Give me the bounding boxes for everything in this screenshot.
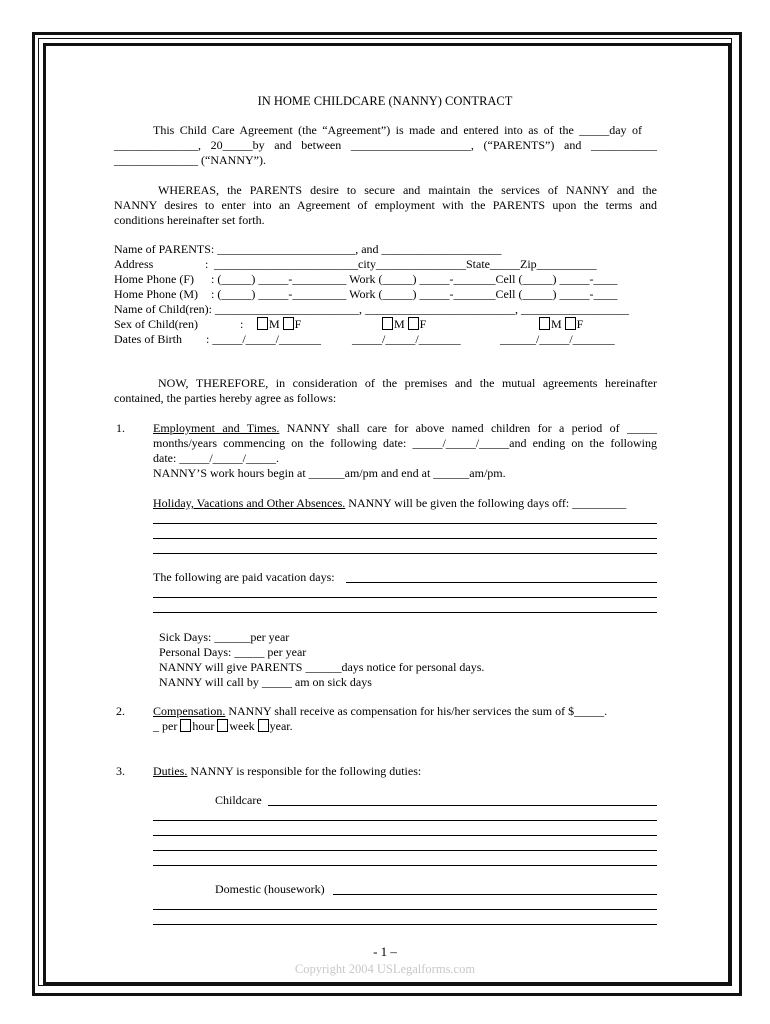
parents-field[interactable]: Name of PARENTS: _______________________, and ____________________	[114, 242, 502, 256]
home-phone-f-field[interactable]: : (_____) _____-_________ Work (_____) _____-_______Cell (_____) _____-____	[211, 272, 618, 286]
paid-vacation-label: The following are paid vacation days:	[153, 570, 335, 584]
paid-vacation-blank[interactable]	[346, 582, 657, 583]
checkbox-icon[interactable]	[539, 317, 550, 330]
whereas-line-3: conditions hereinafter set forth.	[114, 213, 265, 227]
childcare-label: Childcare	[215, 793, 262, 807]
blank-line[interactable]	[153, 523, 657, 524]
section-1-number: 1.	[116, 421, 125, 435]
dob-label: Dates of Birth	[114, 332, 182, 346]
section-1-line-2: months/years commencing on the following date: _____/_____/_____and ending on the following	[153, 436, 657, 450]
children-names-field[interactable]: Name of Child(ren): ________________________, _________________________, __________________	[114, 302, 629, 316]
section-1-heading: Employment and Times.	[153, 421, 280, 435]
domestic-label: Domestic (housework)	[215, 882, 325, 896]
checkbox-icon[interactable]	[283, 317, 294, 330]
section-2-number: 2.	[116, 704, 125, 718]
personal-days: Personal Days: _____ per year	[159, 645, 307, 659]
dob-child-2[interactable]: _____/_____/_______	[352, 332, 461, 346]
checkbox-icon[interactable]	[217, 719, 228, 732]
holiday-line: Holiday, Vacations and Other Absences. NANNY will be given the following days off: _________	[153, 496, 627, 510]
sick-days: Sick Days: ______per year	[159, 630, 290, 644]
section-2-heading: Compensation.	[153, 704, 226, 718]
holiday-heading: Holiday, Vacations and Other Absences.	[153, 496, 346, 510]
sex-child-1[interactable]: M F	[257, 317, 301, 332]
blank-line[interactable]	[153, 850, 657, 851]
home-phone-m-label: Home Phone (M)	[114, 287, 198, 301]
section-2-line-2: _ per hour week year.	[153, 719, 293, 733]
intro-line-3: ______________ (“NANNY”).	[114, 153, 266, 167]
now-therefore-line-2: contained, the parties hereby agree as follows:	[114, 391, 337, 405]
whereas-line-1: WHEREAS, the PARENTS desire to secure and maintain the services of NANNY and the	[158, 183, 657, 197]
document-title: IN HOME CHILDCARE (NANNY) CONTRACT	[257, 94, 513, 108]
personal-notice: NANNY will give PARENTS ______days notice for personal days.	[159, 660, 485, 674]
blank-line[interactable]	[153, 820, 657, 821]
section-3-number: 3.	[116, 764, 125, 778]
address-colon: :	[205, 257, 209, 271]
address-field[interactable]: ________________________city_______________State_____Zip__________	[214, 257, 597, 271]
checkbox-icon[interactable]	[258, 719, 269, 732]
sex-label: Sex of Child(ren)	[114, 317, 198, 331]
blank-line[interactable]	[153, 553, 657, 554]
section-1-work-hours: NANNY’S work hours begin at ______am/pm and end at ______am/pm.	[153, 466, 506, 480]
section-3-heading: Duties.	[153, 764, 188, 778]
sex-child-2[interactable]: M F	[382, 317, 426, 332]
blank-line[interactable]	[153, 835, 657, 836]
sick-call-time: NANNY will call by _____ am on sick days	[159, 675, 372, 689]
home-phone-m-field[interactable]: : (_____) _____-_________ Work (_____) _____-_______Cell (_____) _____-____	[211, 287, 618, 301]
childcare-blank[interactable]	[268, 805, 657, 806]
blank-line[interactable]	[153, 538, 657, 539]
domestic-blank[interactable]	[333, 894, 657, 895]
section-3-line-1: Duties. NANNY is responsible for the following duties:	[153, 764, 422, 778]
intro-line-1: This Child Care Agreement (the “Agreement”) is made and entered into as of the _____day of	[153, 123, 642, 137]
blank-line[interactable]	[153, 612, 657, 613]
now-therefore-line-1: NOW, THEREFORE, in consideration of the premises and the mutual agreements hereinafter	[158, 376, 657, 390]
checkbox-icon[interactable]	[565, 317, 576, 330]
copyright-watermark: Copyright 2004 USLegalforms.com	[294, 962, 476, 976]
blank-line[interactable]	[153, 597, 657, 598]
section-1-line-1: Employment and Times. NANNY shall care for above named children for a period of _____	[153, 421, 657, 435]
whereas-line-2: NANNY desires to enter into an Agreement of employment with the PARENTS upon the terms and	[114, 198, 657, 212]
home-phone-f-label: Home Phone (F)	[114, 272, 194, 286]
dob-child-3[interactable]: ______/_____/_______	[500, 332, 615, 346]
dob-child-1[interactable]: : _____/_____/_______	[206, 332, 322, 346]
checkbox-icon[interactable]	[382, 317, 393, 330]
sex-child-3[interactable]: M F	[539, 317, 583, 332]
sex-colon: :	[240, 317, 244, 331]
blank-line[interactable]	[153, 865, 657, 866]
checkbox-icon[interactable]	[408, 317, 419, 330]
address-label: Address	[114, 257, 154, 271]
intro-line-2: ______________, 20_____by and between ____________________, (“PARENTS”) and ___________	[114, 138, 657, 152]
checkbox-icon[interactable]	[257, 317, 268, 330]
page-number: - 1 –	[373, 944, 397, 959]
blank-line[interactable]	[153, 909, 657, 910]
section-2-line-1: Compensation. NANNY shall receive as compensation for his/her services the sum of $_____.	[153, 704, 608, 718]
checkbox-icon[interactable]	[180, 719, 191, 732]
blank-line[interactable]	[153, 924, 657, 925]
section-1-line-3: date: _____/_____/_____.	[153, 451, 279, 465]
